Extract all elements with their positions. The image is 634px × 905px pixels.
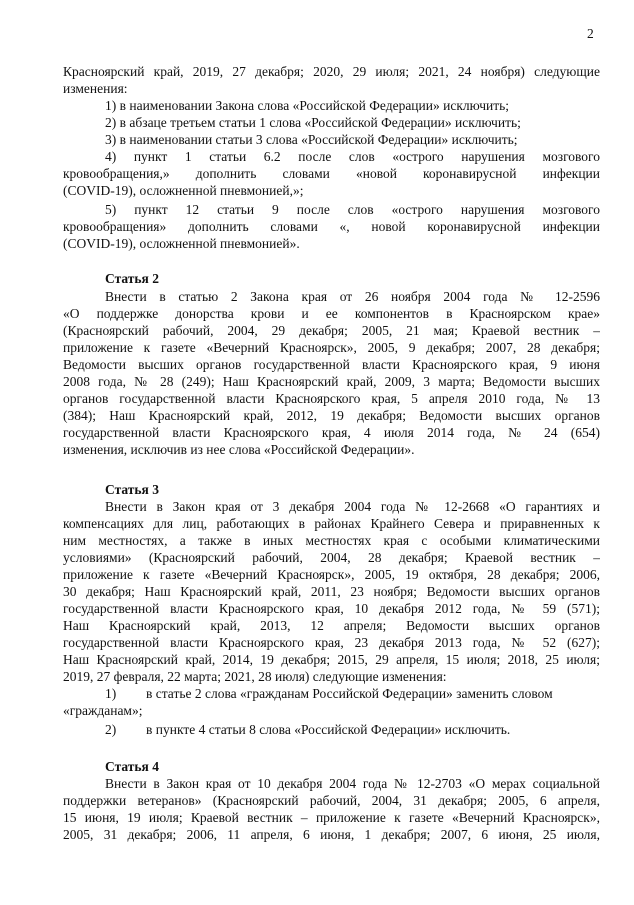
article-3-item — [63, 721, 634, 738]
article-4-line: 15 июня, 19 июля; Краевой вестник – приложение к газете «Вечерний Красноярск», — [63, 810, 600, 825]
article-3-line: государственной власти Красноярского края, 10 декабря 2012 года, № 59 (571); — [63, 601, 600, 616]
article-3-line: государственной власти Красноярского края, 23 декабря 2013 года, № 52 (627); — [63, 635, 600, 650]
article-2-heading: Статья 2 — [105, 271, 159, 286]
article-2-line: органов государственной власти Красноярского края, 5 апреля 2010 года, № 13 — [63, 391, 600, 406]
intro-line: 3) в наименовании статьи 3 слова «Российской Федерации» исключить; — [105, 132, 518, 147]
item-number: 2) — [105, 722, 117, 737]
item-text: в статье 2 слова «гражданам Российской Федерации» заменить словом — [146, 686, 553, 701]
intro-line: 4) пункт 1 статьи 6.2 после слов «острого нарушения мозгового — [105, 149, 600, 164]
article-4-heading: Статья 4 — [105, 759, 159, 774]
intro-line: изменения: — [63, 81, 128, 96]
intro-line: Красноярский край, 2019, 27 декабря; 2020, 29 июля; 2021, 24 ноября) следующие — [63, 64, 600, 79]
item-number: 1) — [105, 686, 117, 701]
article-3-line: условиями» (Красноярский рабочий, 2004, 28 декабря; Краевой вестник – — [63, 550, 600, 565]
intro-line: кровообращения» дополнить словами «, новой коронавирусной инфекции — [63, 219, 600, 234]
intro-line: 2) в абзаце третьем статьи 1 слова «Российской Федерации» исключить; — [105, 115, 521, 130]
article-2-line: (384); Наш Красноярский край, 2012, 19 декабря; Ведомости высших органов — [63, 408, 600, 423]
article-3-line: Внести в Закон края от 3 декабря 2004 года № 12-2668 «О гарантиях и — [105, 499, 600, 514]
article-2-line: «О поддержке донорства крови и ее компонентов в Красноярском крае» — [63, 306, 600, 321]
article-3-line: Наш Красноярский край, 2014, 19 декабря; 2015, 29 апреля, 15 июля; 2018, 25 июля; — [63, 652, 600, 667]
intro-line: кровообращения,» дополнить словами «новой коронавирусной инфекции — [63, 166, 600, 181]
item-text: в пункте 4 статьи 8 слова «Российской Федерации» исключить. — [146, 722, 511, 737]
article-3-line: ним местностях, а также в иных местностях края с особыми климатическими — [63, 533, 600, 548]
article-2-line: Ведомости высших органов государственной власти Красноярского края, 9 июня — [63, 357, 600, 372]
article-2-line: (Красноярский рабочий, 2004, 29 декабря; 2005, 21 мая; Краевой вестник – — [63, 323, 600, 338]
article-3-line: приложение к газете «Вечерний Красноярск», 2005, 19 октября, 28 декабря; 2006, — [63, 567, 600, 582]
intro-line: 1) в наименовании Закона слова «Российской Федерации» исключить; — [105, 98, 510, 113]
article-3-line: 2019, 27 февраля, 22 марта; 2021, 28 июля) следующие изменения: — [63, 669, 447, 684]
article-3-line: 30 декабря; Наш Красноярский край, 2011, 23 ноября; Ведомости высших органов — [63, 584, 600, 599]
article-2-line: изменения, исключив из нее слова «Российской Федерации». — [63, 442, 415, 457]
intro-line: 5) пункт 12 статьи 9 после слов «острого нарушения мозгового — [105, 202, 600, 217]
article-3-heading: Статья 3 — [105, 482, 159, 497]
article-2-line: государственной власти Красноярского края, 4 июля 2014 года, № 24 (654) — [63, 425, 600, 440]
article-4-line: Внести в Закон края от 10 декабря 2004 года № 12-2703 «О мерах социальной — [105, 776, 600, 791]
article-2-line: приложение к газете «Вечерний Красноярск», 2005, 9 декабря; 2007, 28 декабря; — [63, 340, 600, 355]
article-4-line: 2005, 31 декабря; 2006, 11 апреля, 6 июня, 1 декабря; 2007, 6 июня, 25 июля, — [63, 827, 600, 842]
article-3-item-continuation: «гражданам»; — [63, 703, 143, 718]
article-2-line: Внести в статью 2 Закона края от 26 ноября 2004 года № 12-2596 — [105, 289, 600, 304]
intro-line: (COVID-19), осложненной пневмонией,»; — [63, 183, 304, 198]
article-3-item — [63, 685, 634, 702]
article-3-line: Наш Красноярский край, 2013, 12 апреля; Ведомости высших органов — [63, 618, 600, 633]
article-3-line: компенсациях для лиц, работающих в районах Крайнего Севера и приравненных к — [63, 516, 600, 531]
article-2-line: 2008 года, № 28 (249); Наш Красноярский край, 2009, 3 марта; Ведомости высших — [63, 374, 600, 389]
page-number: 2 — [587, 26, 594, 41]
article-4-line: поддержки ветеранов» (Красноярский рабочий, 2004, 31 декабря; 2005, 6 апреля, — [63, 793, 600, 808]
intro-line: (COVID-19), осложненной пневмонией». — [63, 236, 300, 251]
